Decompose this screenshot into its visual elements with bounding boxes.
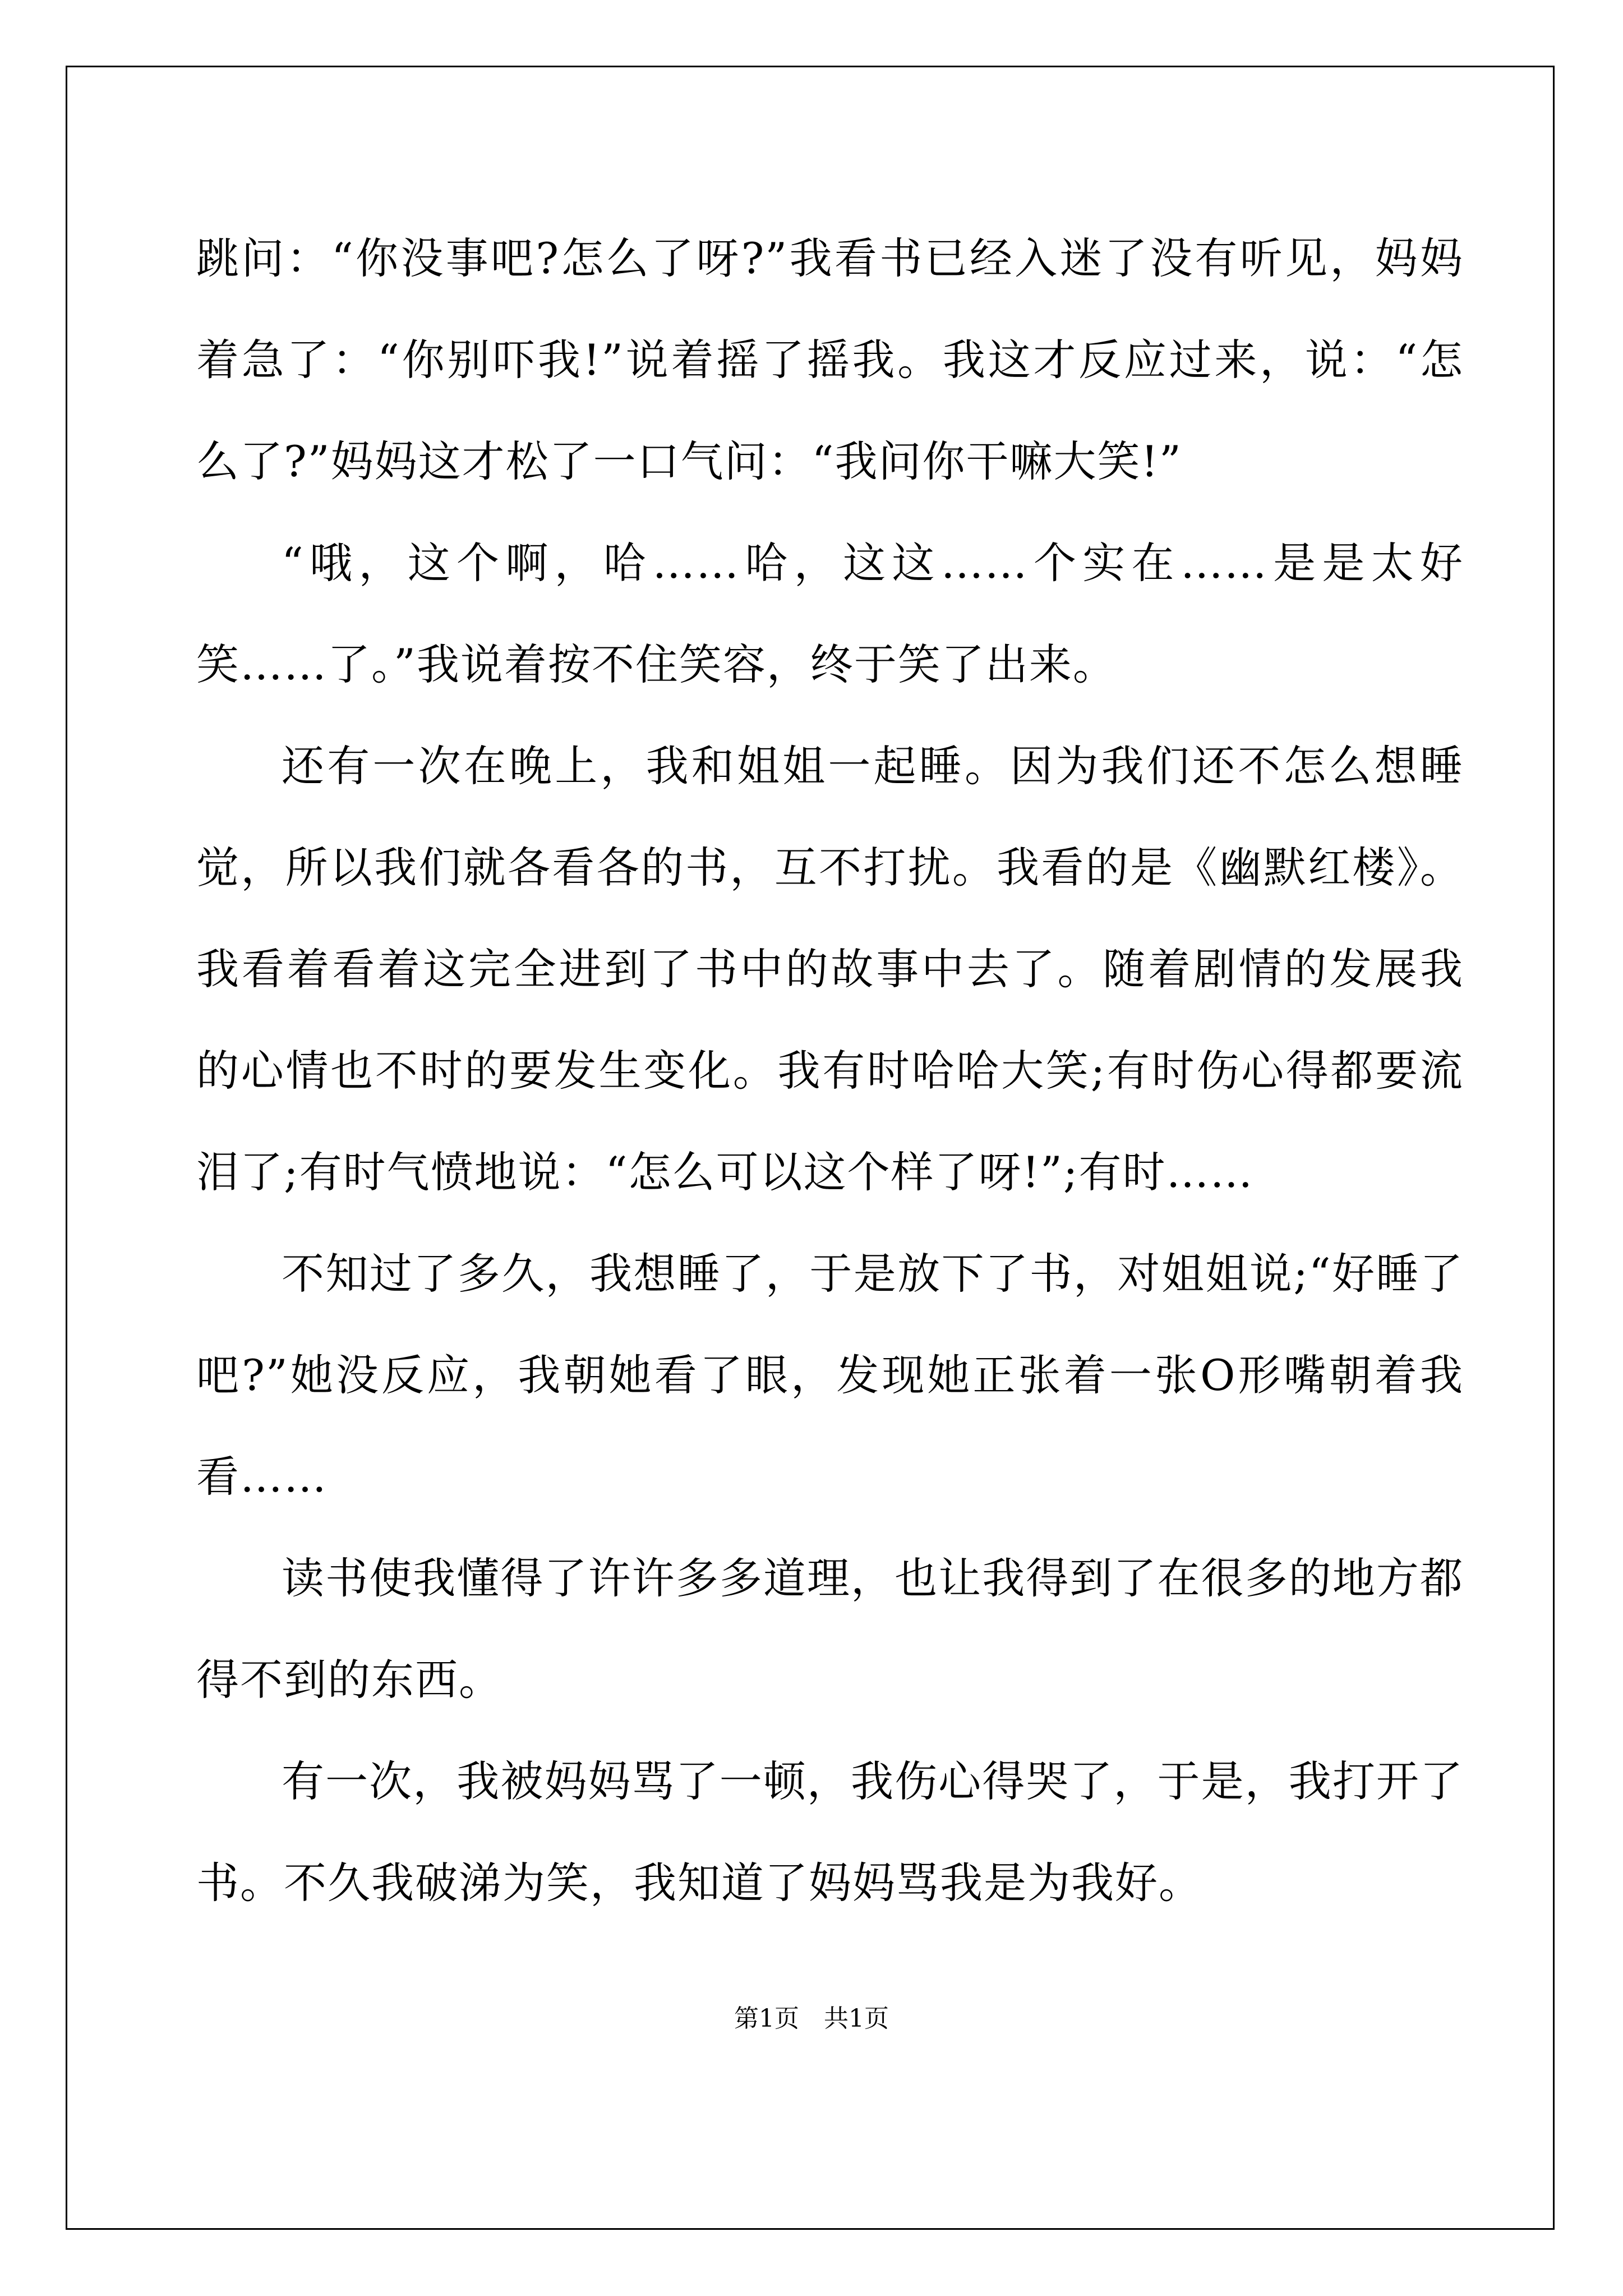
- paragraph: 有一次，我被妈妈骂了一顿，我伤心得哭了，于是，我打开了书。不久我破涕为笑，我知道了妈妈骂我是为我好。: [196, 1756, 1464, 1908]
- paragraph: 跳问：“你没事吧?怎么了呀?”我看书已经入迷了没有听见，妈妈着急了：“你别吓我!”说着摇了摇我。我这才反应过来，说：“怎么了?”妈妈这才松了一口气问：“我问你干嘛大笑!”: [196, 233, 1464, 486]
- paragraph: 不知过了多久，我想睡了，于是放下了书，对姐姐说;“好睡了吧?”她没反应，我朝她看了眼，发现她正张着一张O形嘴朝着我看……: [196, 1249, 1464, 1502]
- page-number-footer: 第1页 共1页: [734, 2004, 889, 2033]
- document-body: [196, 208, 1464, 1934]
- paragraph: “哦，这个啊，哈……哈，这这……个实在……是是太好笑……了。”我说着按不住笑容，终于笑了出来。: [196, 538, 1464, 689]
- paragraph: 还有一次在晚上，我和姐姐一起睡。因为我们还不怎么想睡觉，所以我们就各看各的书，互不打扰。我看的是《幽默红楼》。我看着看着这完全进到了书中的故事中去了。随着剧情的发展我的心情也不时的要发生变化。我有时哈哈大笑;有时伤心得都要流泪了;有时气愤地说：“怎么可以这个样了呀!”;有时……: [196, 741, 1464, 1197]
- paragraph: 读书使我懂得了许许多多道理，也让我得到了在很多的地方都得不到的东西。: [196, 1553, 1464, 1705]
